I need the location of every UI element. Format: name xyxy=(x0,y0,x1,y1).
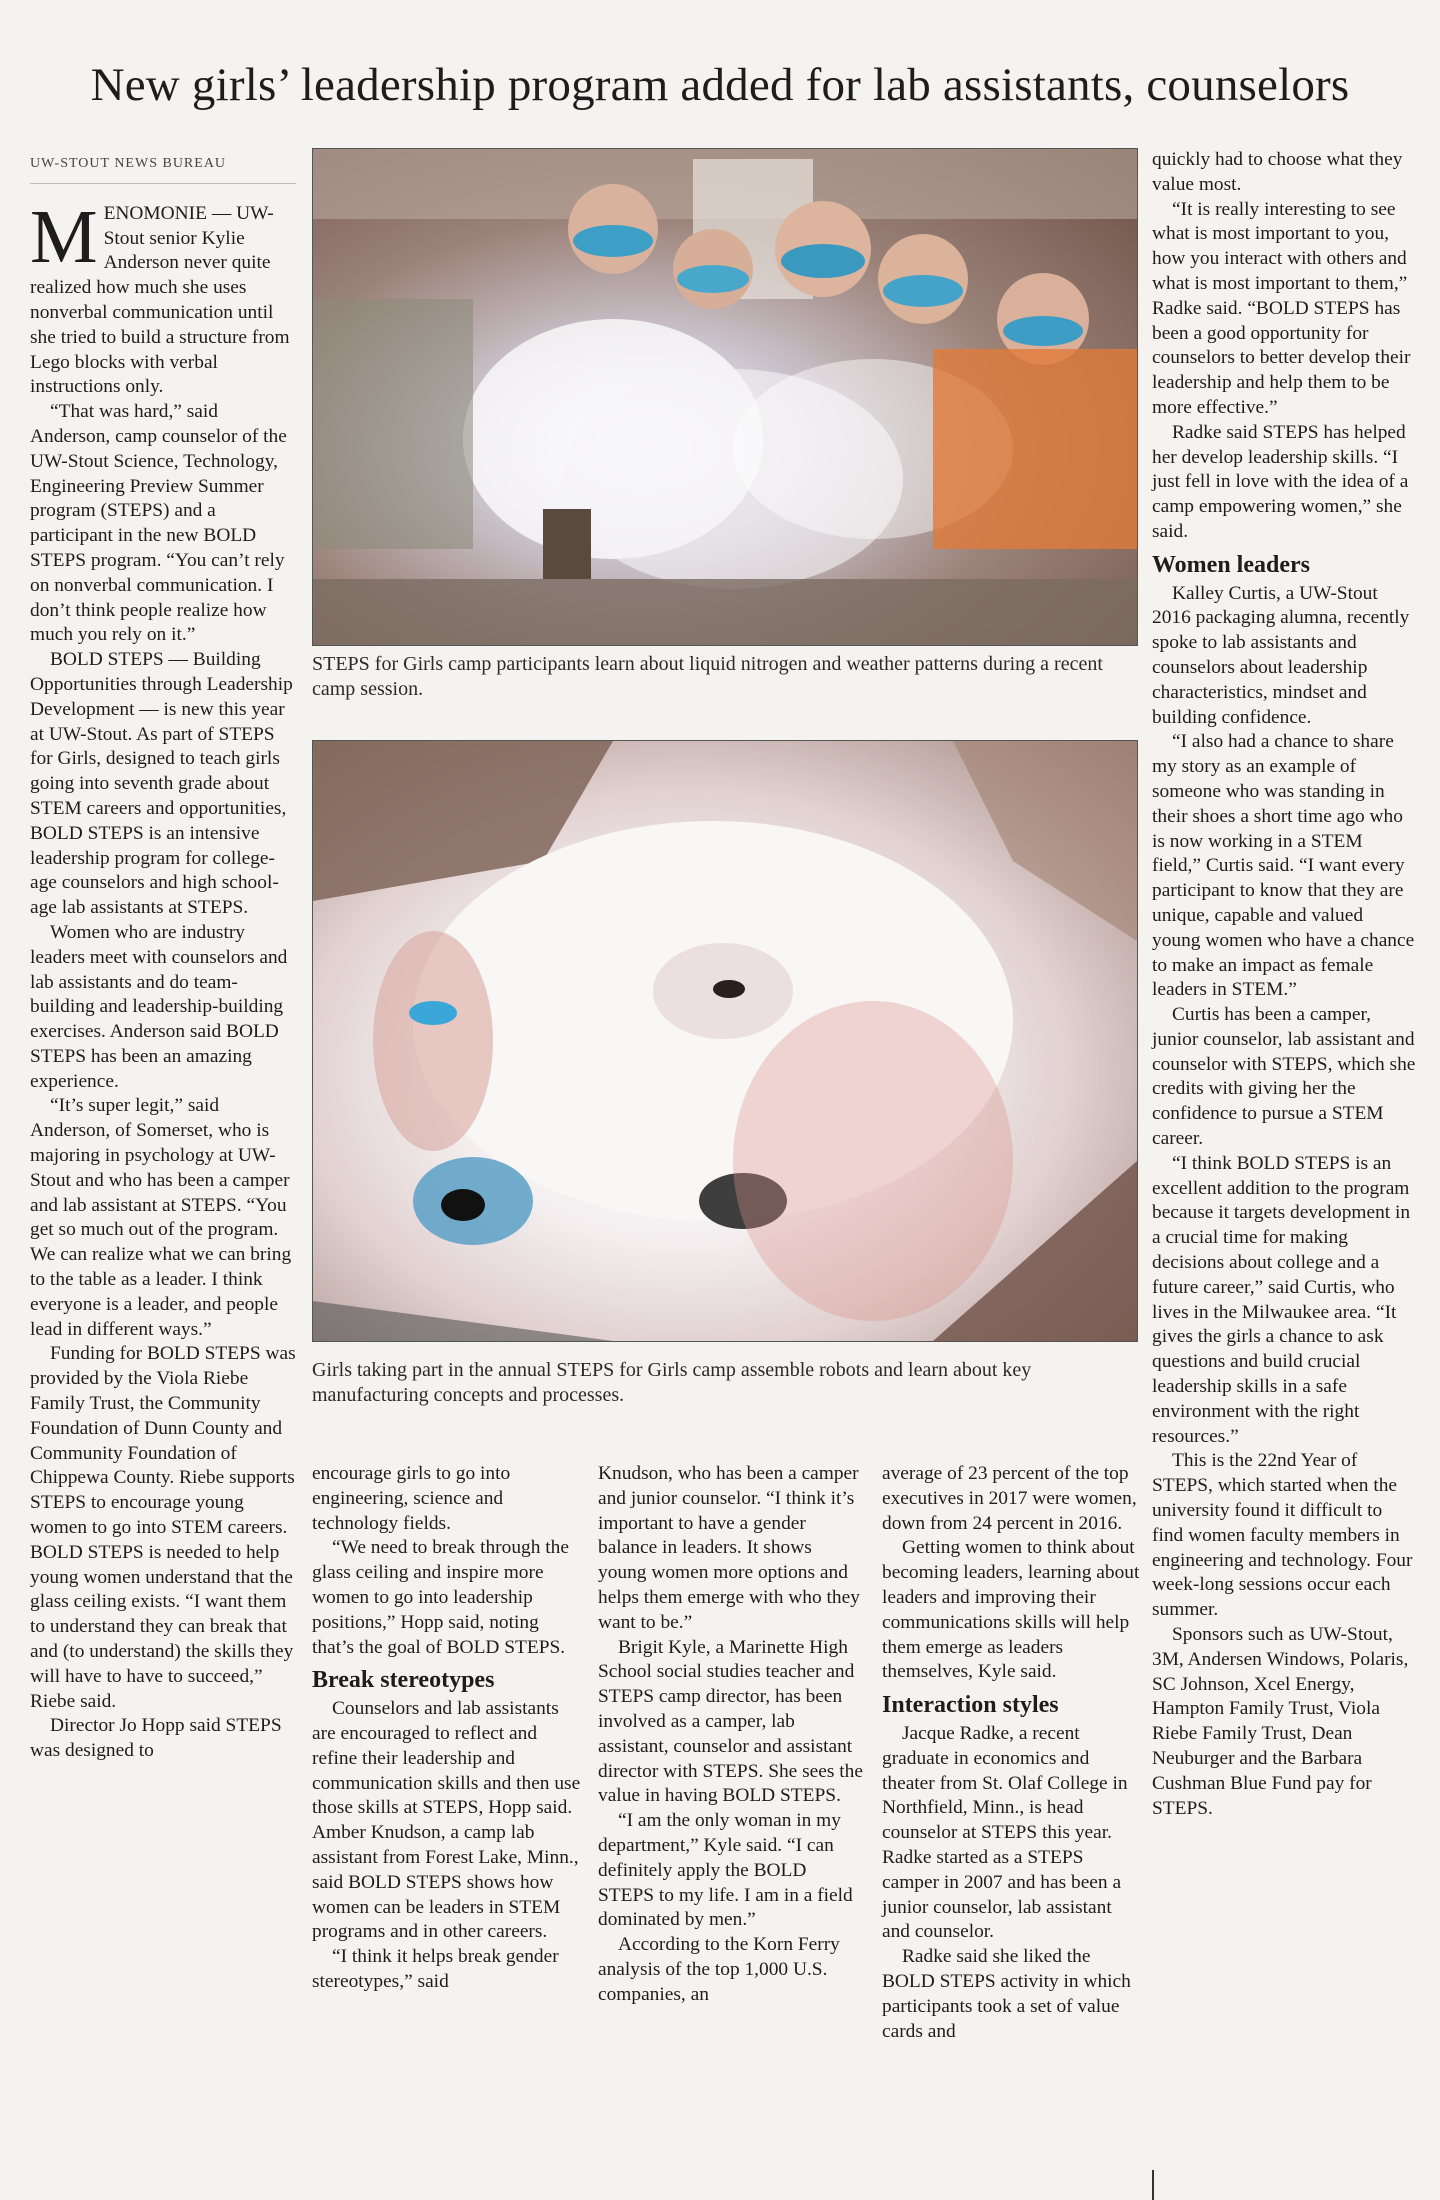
paragraph: Knudson, who has been a camper and junior counselor. “I think it’s important to have a gender balance in leaders. It shows young women more options and helps them emerge with who they want to be.” xyxy=(598,1463,860,1633)
paragraph: “We need to break through the glass ceiling and inspire more women to go into leadership positions,” Hopp said, noting that’s the goal of BOLD STEPS. xyxy=(312,1537,569,1658)
paragraph: Radke said she liked the BOLD STEPS activity in which participants took a set of value cards and xyxy=(882,1946,1131,2042)
lead-paragraph xyxy=(30,194,296,400)
paragraph: This is the 22nd Year of STEPS, which started when the university found it difficult to find women faculty members in engineering and technology. Four week-long sessions occur each summer. xyxy=(1152,1450,1413,1621)
paragraph: Kalley Curtis, a UW-Stout 2016 packaging alumna, recently spoke to lab assistants and counselors about leadership characteristics, mindset and building confidence. xyxy=(1152,582,1410,728)
paragraph: Sponsors such as UW-Stout, 3M, Andersen Windows, Polaris, SC Johnson, Xcel Energy, Hampton Family Trust, Viola Riebe Family Trust, Dean Neuburger and the Barbara Cushman Blue Fund pay for STEPS. xyxy=(1152,1624,1409,1819)
paragraph: Director Jo Hopp said STEPS was designed to xyxy=(30,1715,282,1762)
paragraph: “I think it helps break gender stereotypes,” said xyxy=(312,1946,559,1992)
photo-2-caption: Girls taking part in the annual STEPS for Girls camp assemble robots and learn about key manufacturing concepts and processes. xyxy=(312,1359,1032,1406)
byline: UW-STOUT NEWS BUREAU xyxy=(30,152,296,184)
paragraph: “It’s super legit,” said Anderson, of Somerset, who is majoring in psychology at UW-Stout and who has been a camper and lab assistant at STEPS. “You get so much out of the program. We can realize what we can bring to the table as a leader. I think everyone is a leader, and people lead in different ways.” xyxy=(30,1095,292,1340)
paragraph: “I also had a chance to share my story as an example of someone who was standing in their shoes a short time ago who is now working in a STEM field,” Curtis said. “I want every participant to know that they are unique, capable and valued young women who have a chance to make an impact as female leaders in STEM.” xyxy=(1152,731,1415,1001)
paragraph: Curtis has been a camper, junior counselor, lab assistant and counselor with STEPS, which she credits with giving her the confidence to pursue a STEM career. xyxy=(1152,1004,1416,1150)
paragraph: Counselors and lab assistants are encouraged to reflect and refine their leadership and communication skills and then use those skills at STEPS, Hopp said. Amber Knudson, a camp lab assistant from Forest Lake, Minn., said BOLD STEPS shows how women can be leaders in STEM programs and in other careers. xyxy=(312,1698,581,1943)
subhead-break-stereotypes: Break stereotypes xyxy=(312,1667,495,1694)
photo-1-caption: STEPS for Girls camp participants learn about liquid nitrogen and weather patterns during a recent camp session. xyxy=(312,653,1103,700)
photo-2-illustration xyxy=(313,741,1137,1341)
headline: New girls’ leadership program added for lab assistants, counselors xyxy=(90,59,1350,111)
subhead-interaction-styles: Interaction styles xyxy=(882,1692,1059,1719)
paragraph: Women who are industry leaders meet with counselors and lab assistants and do team-building and leadership-building exercises. Anderson said BOLD STEPS has been an amazing experience. xyxy=(30,921,288,1092)
paragraph-text: ENOMONIE — UW-Stout senior Kylie Anderson never quite realized how much she uses nonverbal communication until she tried to build a structure from Lego blocks with verbal instructions only. xyxy=(30,202,290,398)
column-2 xyxy=(312,1462,582,1995)
paragraph: “I think BOLD STEPS is an excellent addition to the program because it targets development in a crucial time for making decisions about college and a future career,” said Curtis, who lives in the Milwaukee area. “It gives the girls a chance to ask questions and build crucial leadership skills in a safe environment with the right resources.” xyxy=(1152,1152,1411,1447)
paragraph: average of 23 percent of the top executives in 2017 were women, down from 24 percent in 2016. xyxy=(882,1463,1137,1534)
paragraph: quickly had to choose what they value most. xyxy=(1152,149,1403,195)
fold-mark xyxy=(1152,2170,1154,2200)
paragraph: “That was hard,” said Anderson, camp counselor of the UW-Stout Science, Technology, Engineering Preview Summer program (STEPS) and a participant in the new BOLD STEPS program. “You can’t rely on nonverbal communication. I don’t think people realize how much you rely on it.” xyxy=(30,401,287,646)
paragraph: According to the Korn Ferry analysis of the top 1,000 U.S. companies, an xyxy=(598,1934,840,2005)
column-5 xyxy=(1152,148,1416,1821)
paragraph: BOLD STEPS — Building Opportunities through Leadership Development — is new this year at UW-Stout. As part of STEPS for Girls, designed to teach girls going into seventh grade about STEM careers and opportunities, BOLD STEPS is an intensive leadership program for college-age counselors and high school-age lab assistants at STEPS. xyxy=(30,649,293,919)
column-4 xyxy=(882,1462,1142,2044)
subhead-women-leaders: Women leaders xyxy=(1152,551,1310,578)
paragraph: Brigit Kyle, a Marinette High School social studies teacher and STEPS camp director, has been involved as a camper, lab assistant, counselor and assistant director with STEPS. She sees the value in having BOLD STEPS. xyxy=(598,1636,863,1807)
photo-1-illustration xyxy=(313,149,1137,645)
photo-robot-assembly xyxy=(312,740,1138,1342)
paragraph: Jacque Radke, a recent graduate in economics and theater from St. Olaf College in Northfield, Minn., is head counselor at STEPS this year. Radke started as a STEPS camper in 2007 and has been a junior counselor, lab assistant and counselor. xyxy=(882,1722,1128,1943)
paragraph: Getting women to think about becoming leaders, learning about leaders and improving their communications skills will help them emerge as leaders themselves, Kyle said. xyxy=(882,1537,1140,1683)
paragraph: “It is really interesting to see what is most important to you, how you interact with others and what is most important to them,” Radke said. “BOLD STEPS has been a good opportunity for counselors to better develop their leadership and help them to be more effective.” xyxy=(1152,198,1411,418)
paragraph: Funding for BOLD STEPS was provided by the Viola Riebe Family Trust, the Community Foundation of Dunn County and Community Foundation of Chippewa County. Riebe supports STEPS to encourage young women to go into STEM careers. BOLD STEPS is needed to help young women understand that the glass ceiling exists. “I want them to understand they can break that and (to understand) the skills they will have to have to succeed,” Riebe said. xyxy=(30,1343,296,1712)
photo-liquid-nitrogen xyxy=(312,148,1138,646)
paragraph: “I am the only woman in my department,” Kyle said. “I can definitely apply the BOLD STEPS to my life. I am in a field dominated by men.” xyxy=(598,1810,853,1931)
dropcap: M xyxy=(30,194,98,279)
paragraph: encourage girls to go into engineering, science and technology fields. xyxy=(312,1463,511,1534)
paragraph: Radke said STEPS has helped her develop leadership skills. “I just fell in love with the idea of a camp empowering women,” she said. xyxy=(1152,421,1409,542)
column-1 xyxy=(30,152,296,1764)
column-3 xyxy=(598,1462,864,2008)
